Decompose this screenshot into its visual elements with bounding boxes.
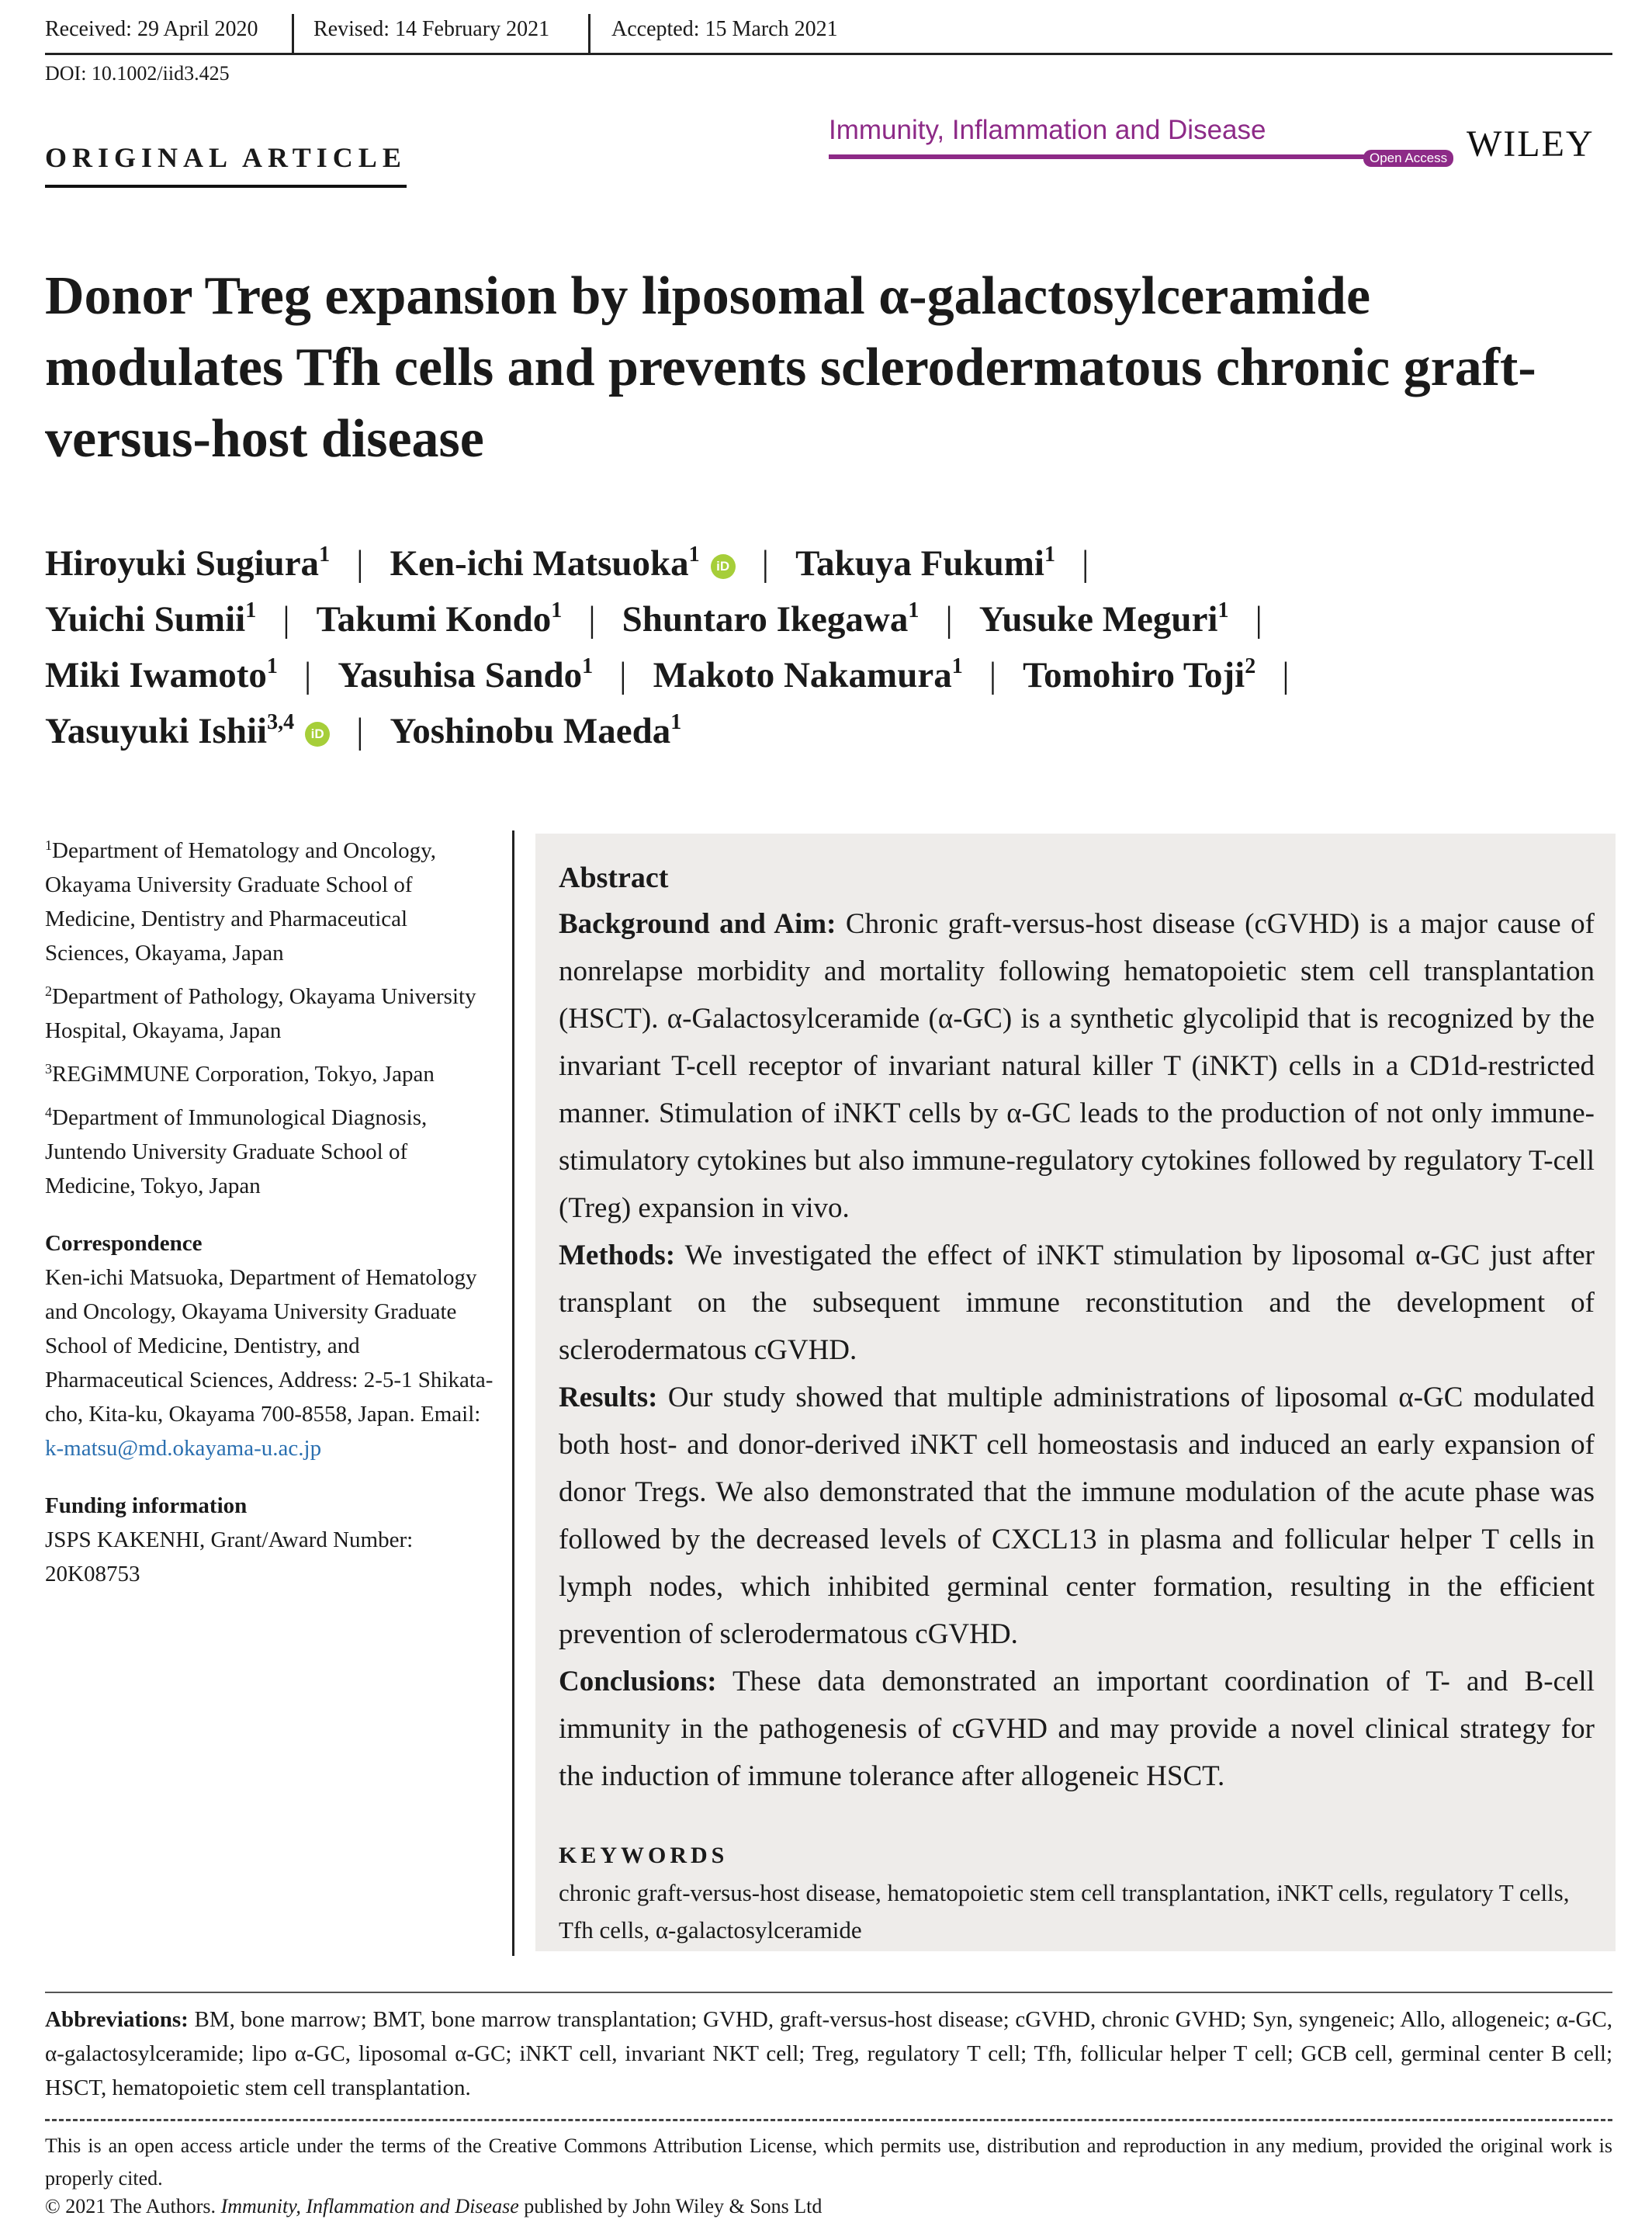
journal-name: Immunity, Inflammation and Disease (829, 115, 1266, 145)
column-divider (512, 830, 514, 1956)
revised-date: Revised: 14 February 2021 (313, 17, 550, 41)
author: Yusuke Meguri$^1$ (978, 598, 1229, 640)
article-type: ORIGINAL ARTICLE (45, 141, 407, 188)
keywords-text: chronic graft-versus-host disease, hematopoietic stem cell transplantation, iNKT cells, regulatory T cells, Tfh cells, α-galactosylceramide (559, 1879, 1570, 1943)
footer-rule (45, 1992, 1612, 1993)
affiliation: $^2$Department of Pathology, Okayama University Hospital, Okayama, Japan (45, 983, 476, 1043)
author-list: Hiroyuki Sugiura$^1$ | Ken-ichi Matsuoka$^1$ iD | Takuya Fukumi$^1$ | Yuichi Sumii$^1$ | Takumi Kondo$^1$ | Shuntaro Ikegawa$^1$ | Yusuke Meguri$^1$ | Miki Iwamoto$^1$ | Yasuhisa Sando$^1$ | Makoto Nakamura$^1$ | Tomohiro Toji$^2$ | Yasuyuki Ishii$^{3,4}$ iD | Yoshinobu Maeda$^1$ (45, 543, 1290, 751)
author: Hiroyuki Sugiura$^1$ (45, 543, 331, 584)
journal-rule (829, 154, 1372, 159)
author: Yoshinobu Maeda$^1$ (390, 710, 682, 751)
author: Yasuhisa Sando$^1$ (338, 654, 594, 695)
correspondence-text: Ken-ichi Matsuoka, Department of Hematology and Oncology, Okayama University Graduate School of Medicine, Dentistry, and Pharmaceutical Sciences, Address: 2-5-1 Shikata-cho, Kita-ku, Okayama 700-8558, Japan. Email: k-matsu@md.okayama-u.ac.jp (45, 1265, 494, 1461)
dashed-divider (45, 2119, 1612, 2121)
accepted-date: Accepted: 15 March 2021 (611, 17, 838, 41)
author: Yasuyuki Ishii$^{3,4}$ iD (45, 711, 330, 751)
keywords-heading: KEYWORDS (559, 1843, 729, 1868)
author: Tomohiro Toji$^2$ (1023, 654, 1256, 695)
author: Shuntaro Ikegawa$^1$ (622, 598, 920, 640)
orcid-icon[interactable]: iD (711, 554, 736, 579)
abstract-background: Background and Aim: Chronic graft-versus-host disease (cGVHD) is a major cause of nonrelapse morbidity and mortality following hematopoietic stem cell transplantation (HSCT). α-Galactosylceramide (α-GC) is a synthetic glycolipid that is recognized by the invariant T-cell receptor of invariant natural killer T (iNKT) cells in a CD1d-restricted manner. Stimulation of iNKT cells by α-GC leads to the production of not only immune-stimulatory cytokines but also immune-regulatory cytokines followed by regulatory T-cell (Treg) expansion in vivo. (559, 908, 1595, 1224)
funding-heading: Funding information (45, 1493, 248, 1518)
license-text: This is an open access article under the terms of the Creative Commons Attribution License, which permits use, distribution and reproduction in any medium, provided the original work is properly cited. (45, 2134, 1612, 2190)
article-history-bar (45, 14, 1612, 55)
article-title: Donor Treg expansion by liposomal α-galactosylceramide modulates Tfh cells and prevents sclerodermatous chronic graft-versus-host disease (45, 266, 1536, 469)
author: Makoto Nakamura$^1$ (653, 654, 963, 695)
affiliation: $^1$Department of Hematology and Oncology, Okayama University Graduate School of Medicine, Dentistry and Pharmaceutical Sciences, Okayama, Japan (45, 837, 437, 966)
author: Takuya Fukumi$^1$ (795, 543, 1055, 584)
affiliation: $^4$Department of Immunological Diagnosis, Juntendo University Graduate School of Medicine, Tokyo, Japan (45, 1104, 428, 1198)
received-date: Received: 29 April 2020 (45, 17, 258, 41)
abstract-methods: Methods: We investigated the effect of iNKT stimulation by liposomal α-GC just after transplant on the subsequent immune reconstitution and the development of sclerodermatous cGVHD. (559, 1240, 1595, 1366)
side-column (45, 834, 495, 1591)
doi[interactable]: DOI: 10.1002/iid3.425 (45, 62, 230, 85)
email-link[interactable]: k-matsu@md.okayama-u.ac.jp (45, 1436, 322, 1461)
correspondence-heading: Correspondence (45, 1231, 203, 1256)
abstract-heading: Abstract (559, 862, 669, 894)
abstract-box (535, 834, 1616, 1951)
abstract-results: Results: Our study showed that multiple administrations of liposomal α-GC modulated both host- and donor-derived iNKT cell homeostasis and induced an early expansion of donor Tregs. We also demonstrated that the immune modulation of the acute phase was followed by the decreased levels of CXCL13 in plasma and follicular helper T cells in lymph nodes, which inhibited germinal center formation, resulting in the efficient prevention of sclerodermatous cGVHD. (559, 1382, 1595, 1650)
meta-divider (588, 14, 590, 53)
affiliation: $^3$REGiMMUNE Corporation, Tokyo, Japan (45, 1061, 435, 1087)
author: Ken-ichi Matsuoka$^1$ iD (390, 543, 735, 584)
abbreviations: Abbreviations: BM, bone marrow; BMT, bone marrow transplantation; GVHD, graft-versus-host disease; cGVHD, chronic GVHD; Syn, syngeneic; Allo, allogeneic; α-GC, α-galactosylceramide; lipo α-GC, liposomal α-GC; iNKT cell, invariant NKT cell; Treg, regulatory T cell; Tfh, follicular helper T cell; GCB cell, germinal center B cell; HSCT, hematopoietic stem cell transplantation. (45, 2007, 1612, 2100)
copyright: © 2021 The Authors. Immunity, Inflammation and Disease published by John Wiley & Sons Ltd (45, 2195, 823, 2217)
author: Miki Iwamoto$^1$ (45, 654, 278, 695)
abstract-conclusions: Conclusions: These data demonstrated an important coordination of T- and B-cell immunity in the pathogenesis of cGVHD and may provide a novel clinical strategy for the induction of immune tolerance after allogeneic HSCT. (559, 1666, 1595, 1792)
publisher-logo: WILEY (1467, 123, 1595, 165)
orcid-icon[interactable]: iD (305, 722, 330, 747)
author: Yuichi Sumii$^1$ (45, 598, 257, 640)
open-access-badge: Open Access (1363, 150, 1453, 167)
meta-divider (292, 14, 294, 53)
funding-text: JSPS KAKENHI, Grant/Award Number: 20K08753 (45, 1527, 414, 1586)
author: Takumi Kondo$^1$ (316, 598, 563, 640)
